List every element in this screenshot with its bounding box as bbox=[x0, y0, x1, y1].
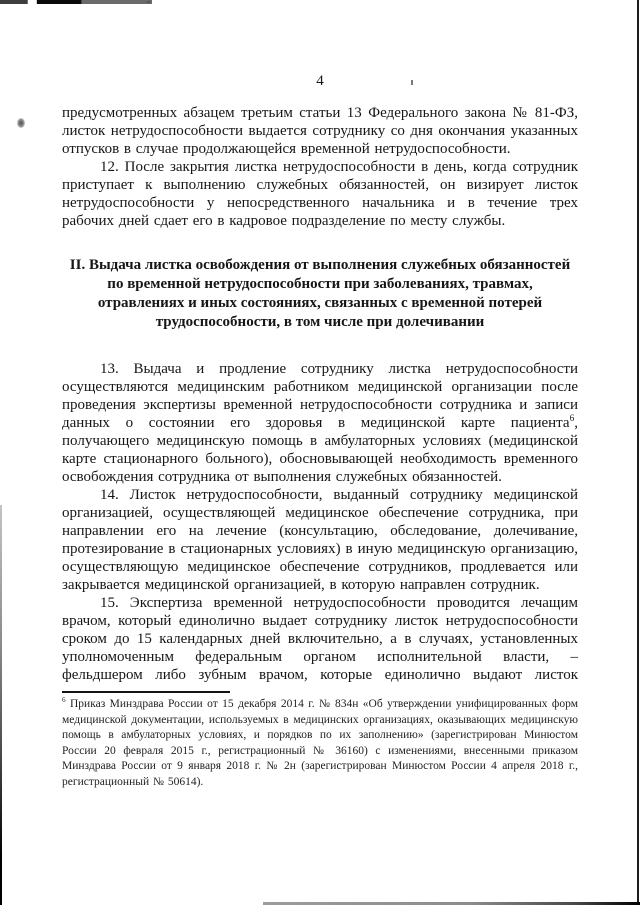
footnote-separator-rule bbox=[62, 691, 230, 693]
scan-artifact-right-edge-line bbox=[637, 0, 639, 905]
section-ii-heading: II. Выдача листка освобождения от выполнения служебных обязанностей по временной нетрудоспособности при заболеваниях, травмах, отравлениях и иных состояниях, связанных с временной потерей трудоспособности, в том числе при долечивании bbox=[69, 257, 571, 330]
page-number: 4 bbox=[316, 73, 324, 89]
paragraph-continuation: предусмотренных абзацем третьим статьи 13 Федерального закона № 81-ФЗ, листок нетрудоспособности выдается сотруднику со дня окончания указанных отпусков в случае продолжающейся временной нетрудоспособности. bbox=[62, 105, 578, 157]
scan-artifact-smudge bbox=[17, 118, 25, 128]
footnote-6 bbox=[62, 697, 578, 790]
paragraph-13-text-after-ref: , получающего медицинскую помощь в амбулаторных условиях (медицинской карте стационарного больного), обосновывающей необходимость временного освобождения сотрудника от выполнения служебных обязанностей. bbox=[62, 415, 578, 485]
page-content bbox=[62, 0, 578, 790]
paragraph-15: 15. Экспертиза временной нетрудоспособности проводится лечащим врачом, который единолично выдает сотруднику листок нетрудоспособности сроком до 15 календарных дней включительно, а в случаях, установленных уполномоченным федеральным органом исполнительной власти, – фельдшером либо зубным врачом, которые единолично выдают листок bbox=[62, 595, 578, 683]
paragraph-12: 12. После закрытия листка нетрудоспособности в день, когда сотрудник приступает к выполнению служебных обязанностей, он визирует листок нетрудоспособности у непосредственного начальника и в течение трех рабочих дней сдает его в кадровое подразделение по месту службы. bbox=[62, 159, 578, 229]
scan-artifact-left-edge-line bbox=[0, 505, 2, 905]
footnote-text: Приказ Минздрава России от 15 декабря 2014 г. № 834н «Об утверждении унифицированных форм медицинской документации, используемых в медицинских организациях, оказывающих медицинскую помощь в амбулаторных условиях, и порядков по их заполнению» (зарегистрирован Минюстом России 20 февраля 2015 г., регистрационный № 36160) с изменениями, внесенными приказом Минздрава России от 9 января 2018 г. № 2н (зарегистрирован Минюстом России 4 апреля 2018 г., регистрационный № 50614). bbox=[62, 698, 578, 788]
paragraph-13 bbox=[62, 360, 578, 486]
footnote-reference-6: 6 bbox=[569, 414, 575, 424]
paragraph-14: 14. Листок нетрудоспособности, выданный сотруднику медицинской организацией, осуществляющей медицинское обеспечение сотрудника, при направлении его на лечение (консультацию, обследование, долечивание, протезирование в стационарных условиях) в иную медицинскую организацию, осуществляющую медицинское обеспечение сотрудников, продлевается или закрывается медицинской организацией, в которую направлен сотрудник. bbox=[62, 487, 578, 593]
paragraph-13-text: 13. Выдача и продление сотруднику листка нетрудоспособности осуществляются медицинским работником медицинской организации после проведения экспертизы временной нетрудоспособности сотрудника и записи данных о состоянии его здоровья в медицинской карте пациента bbox=[62, 361, 578, 431]
footnote-marker: 6 bbox=[62, 696, 66, 705]
